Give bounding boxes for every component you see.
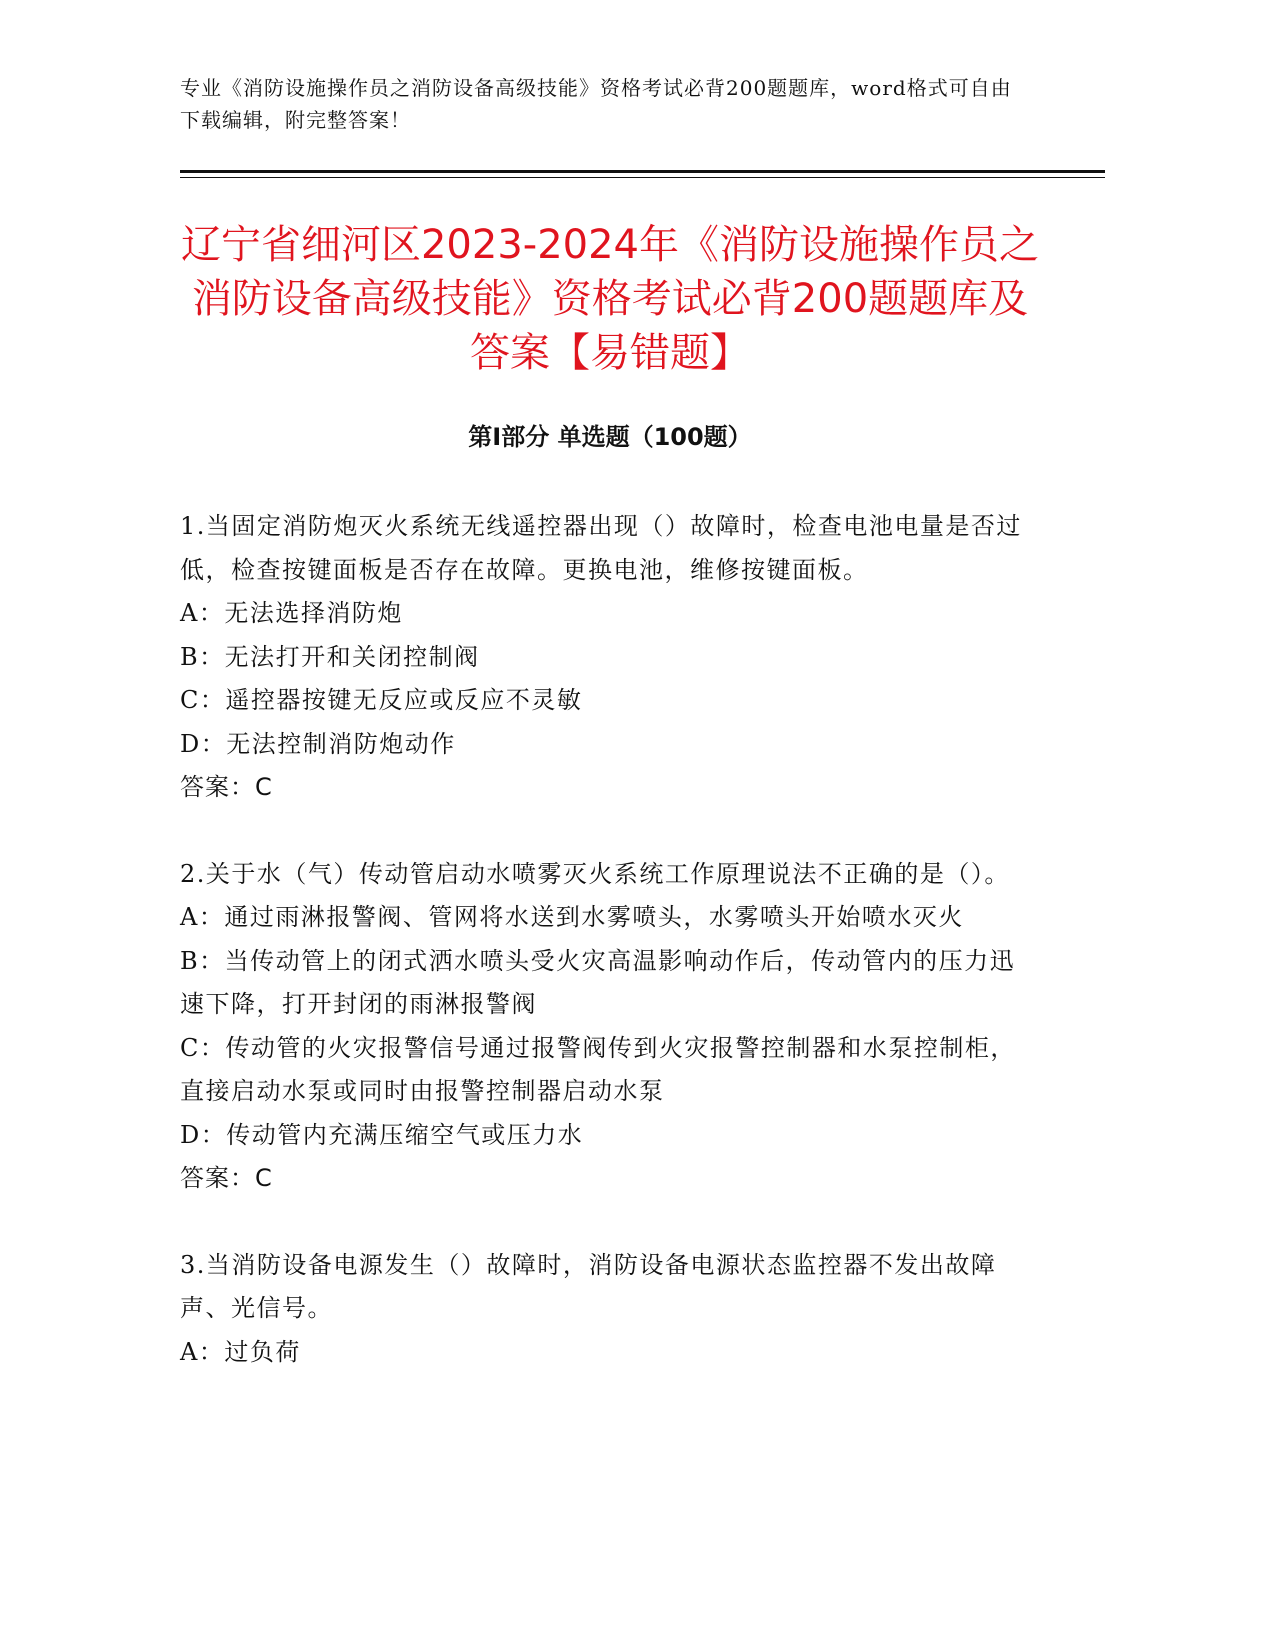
option-a: A：无法选择消防炮 xyxy=(180,599,403,627)
section-heading: 第Ⅰ部分 单选题（100题） xyxy=(468,423,752,451)
question-stem: 2.关于水（气）传动管启动水喷雾灭火系统工作原理说法不正确的是（）。 xyxy=(180,859,1010,888)
option-c: C：遥控器按键无反应或反应不灵敏 xyxy=(180,686,583,714)
question-list xyxy=(180,505,1030,1417)
question-item xyxy=(180,505,1030,810)
document-title: 辽宁省细河区2023-2024年《消防设施操作员之消防设备高级技能》资格考试必背200题题库及答案【易错题】 xyxy=(180,222,1040,376)
header-note: 专业《消防设施操作员之消防设备高级技能》资格考试必背200题题库，word格式可自由下载编辑，附完整答案！ xyxy=(180,76,1012,132)
question-item xyxy=(180,1244,1030,1375)
answer: 答案：C xyxy=(180,773,273,801)
question-stem: 3.当消防设备电源发生（）故障时，消防设备电源状态监控器不发出故障声、光信号。 xyxy=(180,1250,997,1322)
option-c: C：传动管的火灾报警信号通过报警阀传到火灾报警控制器和水泵控制柜，直接启动水泵或同时由报警控制器启动水泵 xyxy=(180,1033,1016,1105)
header-divider xyxy=(180,170,1105,173)
option-b: B：当传动管上的闭式洒水喷头受火灾高温影响动作后，传动管内的压力迅速下降，打开封闭的雨淋报警阀 xyxy=(180,946,1016,1018)
option-d: D：传动管内充满压缩空气或压力水 xyxy=(180,1120,584,1149)
option-a: A：过负荷 xyxy=(180,1337,301,1366)
question-item xyxy=(180,853,1030,1201)
option-d: D：无法控制消防炮动作 xyxy=(180,729,456,758)
option-b: B：无法打开和关闭控制阀 xyxy=(180,642,480,671)
answer: 答案：C xyxy=(180,1164,273,1192)
question-stem: 1.当固定消防炮灭火系统无线遥控器出现（）故障时，检查电池电量是否过低，检查按键面板是否存在故障。更换电池，维修按键面板。 xyxy=(180,512,1022,584)
option-a: A：通过雨淋报警阀、管网将水送到水雾喷头，水雾喷头开始喷水灭火 xyxy=(180,903,964,931)
header-divider-thin xyxy=(180,177,1105,178)
